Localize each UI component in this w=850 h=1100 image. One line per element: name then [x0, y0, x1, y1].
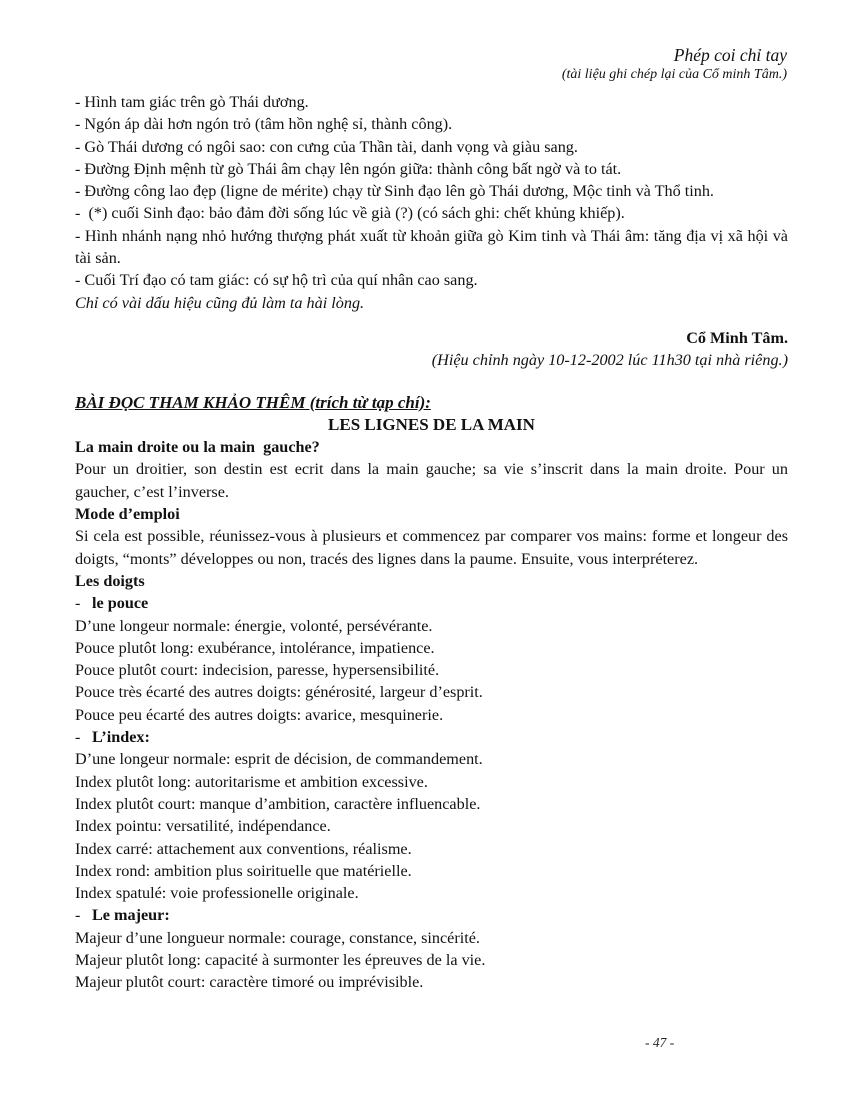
text-line: Majeur plutôt court: caractère timoré ou imprévisible. — [75, 973, 424, 992]
text-line: Index plutôt long: autoritarisme et ambition excessive. — [75, 772, 428, 791]
text-line: Index carré: attachement aux conventions, réalisme. — [75, 839, 412, 858]
section-heading: BÀI ĐỌC THAM KHẢO THÊM (trích từ tạp chí): — [75, 392, 431, 412]
list-dash: - — [75, 594, 81, 613]
paragraph: Si cela est possible, réunissez-vous à plusieurs et commencez par comparer vos mains: forme et longeur des doigts, “monts” développes ou non, tracés des lignes dans la paume. Ensuite, vous interpréterez. — [75, 527, 788, 568]
list-item: - (*) cuối Sinh đạo: bảo đảm đời sống lúc về già (?) (có sách ghi: chết khủng khiếp). — [75, 204, 625, 223]
list-dash: - — [75, 906, 81, 925]
list-heading — [75, 904, 788, 926]
paragraph: Pour un droitier, son destin est ecrit dans la main gauche; sa vie s’inscrit dans la main droite. Pour un gaucher, c’est l’inverse. — [75, 460, 788, 501]
list-dash: - — [75, 728, 81, 747]
signature-note: (Hiệu chỉnh ngày 10-12-2002 lúc 11h30 tại nhà riêng.) — [431, 351, 788, 370]
list-item: - Ngón áp dài hơn ngón trỏ (tâm hồn nghệ sỉ, thành công). — [75, 115, 453, 134]
subsection-heading: La main droite ou la main gauche? — [75, 438, 320, 457]
document-title: Phép coi chỉ tay — [673, 45, 787, 65]
list-heading-label: L’index: — [92, 728, 150, 747]
text-line: Pouce peu écarté des autres doigts: avarice, mesquinerie. — [75, 705, 444, 724]
document-body — [0, 84, 850, 994]
text-line: Index pointu: versatilité, indépendance. — [75, 817, 331, 836]
list-item: - Đường công lao đẹp (ligne de mérite) chạy từ Sinh đạo lên gò Thái dương, Mộc tinh và Thổ tinh. — [75, 182, 714, 201]
list-item: - Hình nhánh nạng nhỏ hướng thượng phát xuất từ khoản giữa gò Kim tinh và Thái âm: tăng địa vị xã hội và tài sản. — [75, 226, 788, 268]
text-line: D’une longeur normale: esprit de décision, de commandement. — [75, 750, 483, 769]
list-item: - Đường Định mệnh từ gò Thái âm chạy lên ngón giữa: thành công bất ngờ và to tát. — [75, 159, 622, 178]
text-line: Pouce très écarté des autres doigts: générosité, largeur d’esprit. — [75, 683, 483, 702]
article-title: LES LIGNES DE LA MAIN — [328, 414, 535, 434]
list-item: - Cuối Trí đạo có tam giác: có sự hộ trì của quí nhân cao sang. — [75, 271, 478, 290]
text-line: Pouce plutôt long: exubérance, intolérance, impatience. — [75, 638, 435, 657]
text-line: Index plutôt court: manque d’ambition, caractère influencable. — [75, 794, 481, 813]
list-item: - Hình tam giác trên gò Thái dương. — [75, 93, 309, 111]
document-subtitle: (tài liệu ghi chép lại của Cổ minh Tâm.) — [561, 67, 787, 82]
signature-name: Cổ Minh Tâm. — [686, 328, 788, 347]
text-line: Majeur d’une longueur normale: courage, constance, sincérité. — [75, 928, 480, 947]
page-number: - 47 - — [645, 1035, 675, 1050]
list-heading — [75, 726, 788, 748]
list-heading — [75, 592, 788, 614]
closing-remark: Chỉ có vài dấu hiệu cũng đủ làm ta hài lòng. — [75, 293, 365, 312]
subsection-heading: Les doigts — [75, 571, 145, 590]
text-line: Index spatulé: voie professionelle originale. — [75, 884, 359, 903]
list-heading-label: le pouce — [92, 594, 149, 613]
list-item: - Gò Thái dương có ngôi sao: con cưng của Thần tài, danh vọng và giàu sang. — [75, 137, 578, 156]
page-header — [0, 0, 850, 84]
text-line: Pouce plutôt court: indecision, paresse, hypersensibilité. — [75, 661, 440, 680]
text-line: D’une longeur normale: énergie, volonté, persévérante. — [75, 616, 433, 635]
text-line: Majeur plutôt long: capacité à surmonter les épreuves de la vie. — [75, 950, 486, 969]
text-line: Index rond: ambition plus soirituelle que matérielle. — [75, 861, 412, 880]
subsection-heading: Mode d’emploi — [75, 505, 180, 524]
list-heading-label: Le majeur: — [92, 906, 170, 925]
